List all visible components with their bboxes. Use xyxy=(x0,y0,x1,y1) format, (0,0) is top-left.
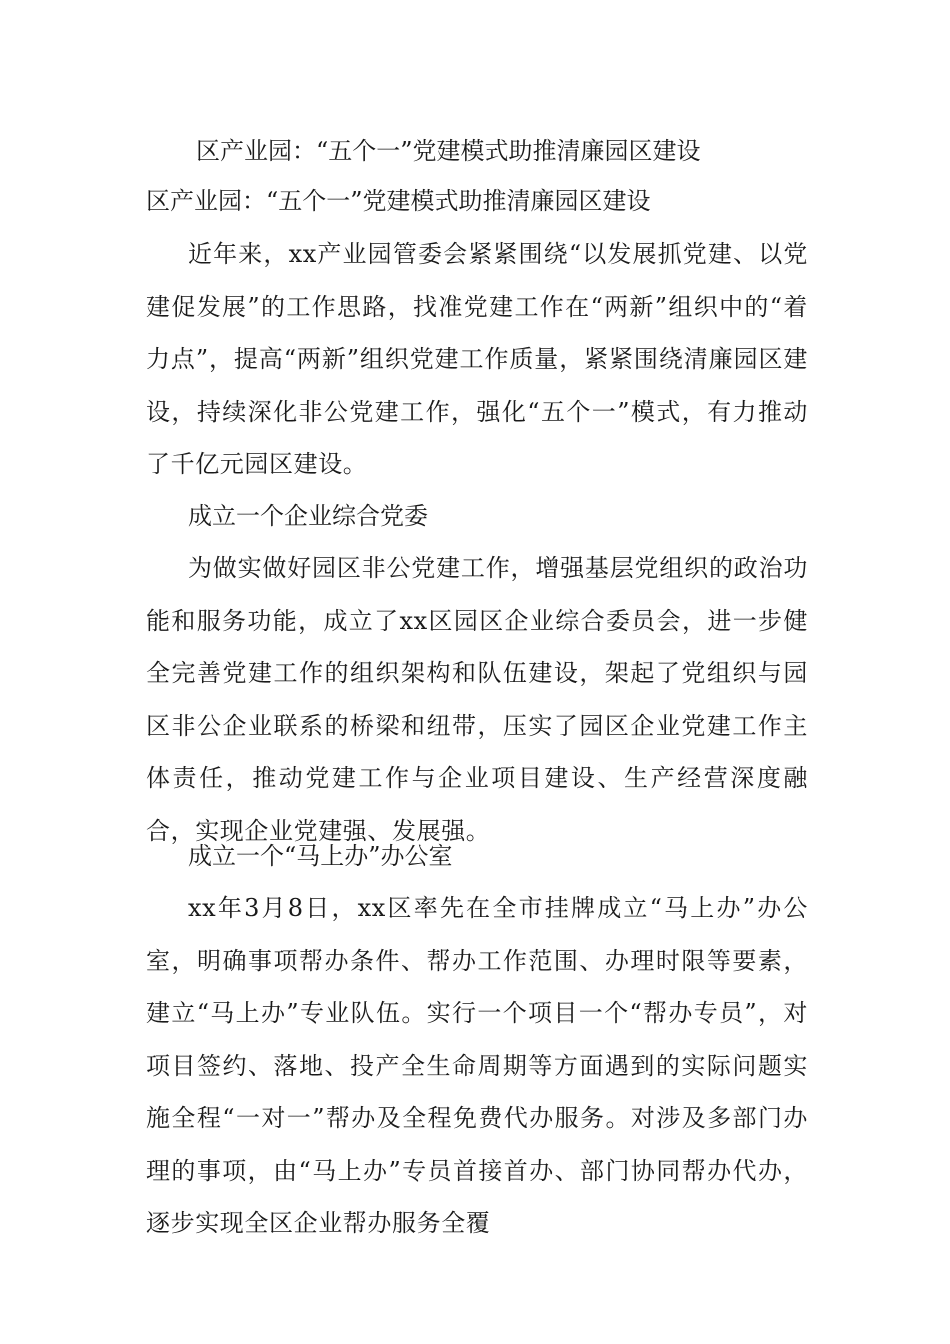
office-paragraph: xx年3月8日，xx区率先在全市挂牌成立“马上办”办公室，明确事项帮办条件、帮办工作范围、办理时限等要素，建立“马上办”专业队伍。实行一个项目一个“帮办专员”，对项目签约、落地、投产全生命周期等方面遇到的实际问题实施全程“一对一”帮办及全程免费代办服务。对涉及多部门办理的事项，由“马上办”专员首接首办、部门协同帮办代办，逐步实现全区企业帮办服务全覆 xyxy=(146,894,808,1237)
intro-paragraph: 近年来，xx产业园管委会紧紧围绕“以发展抓党建、以党建促发展”的工作思路，找准党建工作在“两新”组织中的“着力点”，提高“两新”组织党建工作质量，紧紧围绕清廉园区建设，持续深化非公党建工作，强化“五个一”模式，有力推动了千亿元园区建设。 xyxy=(146,240,808,478)
section-heading-party-committee: 成立一个企业综合党委 xyxy=(188,502,428,530)
document-title: 区产业园：“五个一”党建模式助推清廉园区建设 xyxy=(196,137,701,165)
section-heading-office: 成立一个“马上办”办公室 xyxy=(188,842,453,870)
party-committee-paragraph: 为做实做好园区非公党建工作，增强基层党组织的政治功能和服务功能，成立了xx区园区企业综合委员会，进一步健全完善党建工作的组织架构和队伍建设，架起了党组织与园区非公企业联系的桥梁和纽带，压实了园区企业党建工作主体责任，推动党建工作与企业项目建设、生产经营深度融合，实现企业党建强、发展强。 xyxy=(146,554,808,845)
document-subtitle: 区产业园：“五个一”党建模式助推清廉园区建设 xyxy=(146,187,651,215)
